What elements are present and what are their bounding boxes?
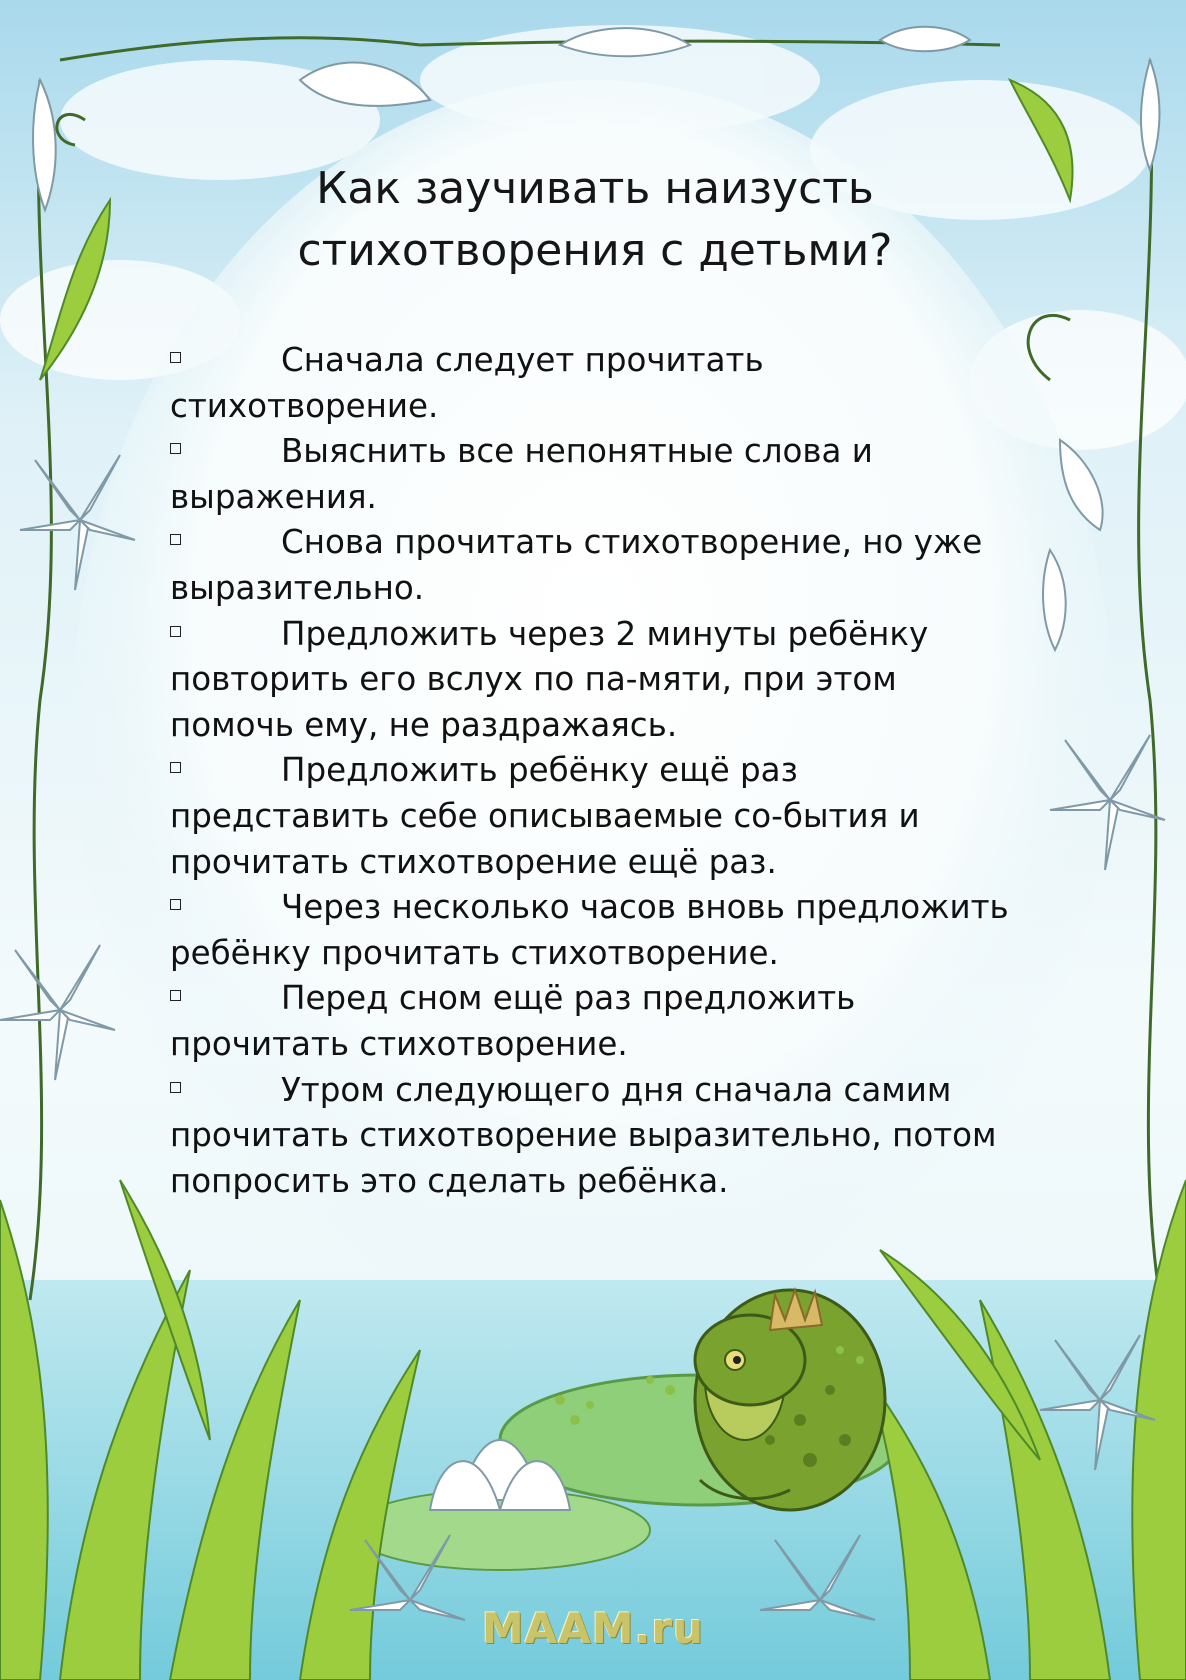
square-bullet-icon [170, 626, 181, 637]
list-item [170, 612, 1020, 749]
title-line-2: стихотворения с детьми? [297, 225, 893, 276]
tip-text: Выяснить все непонятные слова и выражения. [170, 432, 873, 516]
square-bullet-icon [170, 443, 181, 454]
list-item [170, 748, 1020, 885]
square-bullet-icon [170, 990, 181, 1001]
square-bullet-icon [170, 534, 181, 545]
list-item [170, 338, 1020, 429]
list-item [170, 976, 1020, 1067]
tip-text: Снова прочитать стихотворение, но уже выразительно. [170, 523, 983, 607]
frog-illustration [695, 1290, 885, 1510]
square-bullet-icon [170, 899, 181, 910]
page-title [200, 158, 990, 282]
square-bullet-icon [170, 762, 181, 773]
tip-text: Сначала следует прочитать стихотворение. [170, 341, 764, 425]
tips-list [170, 338, 1020, 1204]
list-item [170, 429, 1020, 520]
square-bullet-icon [170, 352, 181, 363]
title-line-1: Как заучивать наизусть [316, 163, 874, 214]
list-item [170, 520, 1020, 611]
list-item [170, 885, 1020, 976]
square-bullet-icon [170, 1082, 181, 1093]
watermark-logo: MAAM.ru [481, 1604, 705, 1653]
tip-text: Утром следующего дня сначала самим прочитать стихотворение выразительно, потом попросить это сделать ребёнка. [170, 1070, 997, 1200]
tip-text: Предложить через 2 минуты ребёнку повторить его вслух по па-мяти, при этом помочь ему, не раздражаясь. [170, 614, 929, 744]
tip-text: Перед сном ещё раз предложить прочитать стихотворение. [170, 979, 856, 1063]
tip-text: Предложить ребёнку ещё раз представить себе описываемые со-бытия и прочитать стихотворение ещё раз. [170, 751, 920, 881]
list-item [170, 1068, 1020, 1205]
tip-text: Через несколько часов вновь предложить ребёнку прочитать стихотворение. [170, 888, 1009, 972]
